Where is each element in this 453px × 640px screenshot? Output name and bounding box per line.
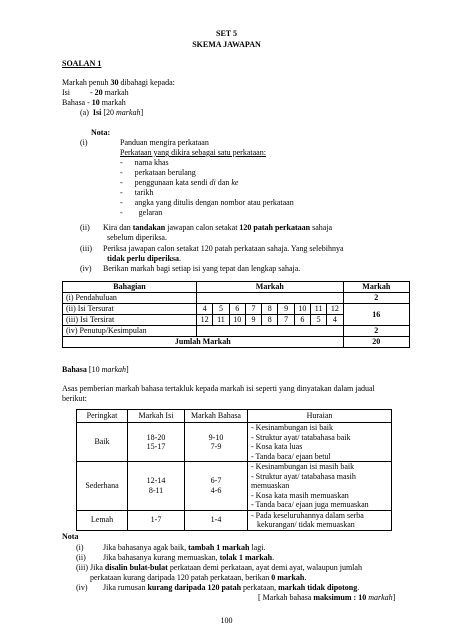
marks-table-header <box>63 282 410 293</box>
bullet-text: nama khas <box>134 158 169 167</box>
huraian-line: - Kesinambungan isi baik <box>251 423 333 432</box>
huraian-line: - Kosa kata luas <box>251 442 303 451</box>
isi-range: 18-20 <box>146 432 166 442</box>
header-peringkat: Peringkat <box>77 410 128 423</box>
bullet-6 <box>120 208 162 218</box>
bahasa-title: Bahasa <box>62 365 87 374</box>
row-total: 2 <box>343 326 409 337</box>
bahasa-heading <box>62 365 129 375</box>
bahasa-label: Bahasa <box>62 98 86 107</box>
isi-range: 8-11 <box>148 485 164 495</box>
mark-cell: 9 <box>278 304 294 315</box>
bahasa-range: 9-10 <box>208 432 224 442</box>
sub-a-marks-italic: markah <box>116 108 141 117</box>
isi-cell <box>128 510 185 530</box>
nota2-iv-num: (iv) <box>76 583 88 592</box>
table-row <box>63 304 410 315</box>
ii-bold2: 120 patah perkataan <box>239 223 311 232</box>
bullet-2 <box>120 168 196 178</box>
huraian-line: - Pada keseluruhannya dalam serba <box>251 510 364 520</box>
bullet-dash: - <box>120 188 123 197</box>
isi-label: Isi <box>62 88 70 97</box>
sub-a-isi: Isi <box>92 108 102 117</box>
nota2-ii-bold: tolak 1 markah <box>219 553 273 562</box>
bullet-dash: - <box>120 198 123 207</box>
bullet-dash: - <box>120 168 123 177</box>
nota-iii-num: (iii) <box>80 244 92 253</box>
nota-title-text: Nota <box>91 128 108 137</box>
bullet-text-mid: dan <box>215 178 232 187</box>
table-row <box>63 326 410 337</box>
isi-range: 1-7 <box>150 515 162 525</box>
nota2-iii-line2-pre: perkataan kurang daripada 120 patah perkataan, berikan <box>90 573 272 582</box>
bahasa-dash: - <box>85 98 92 107</box>
soalan-heading: SOALAN 1 <box>62 59 102 68</box>
mark-cell: 6 <box>229 304 245 315</box>
bahasa-cell <box>185 510 248 530</box>
nota-iii-line2 <box>107 254 181 264</box>
bullet-text: tarikh <box>134 188 154 197</box>
nota-title: Nota: <box>91 128 111 137</box>
bullet-italic-di: di <box>209 178 216 187</box>
nota-i-num: (i) <box>80 138 88 147</box>
huraian-line: - Kosa kata masih memuaskan <box>251 490 349 500</box>
table-row <box>77 462 392 511</box>
nota-i-title: Panduan mengira perkataan <box>120 138 209 147</box>
isi-unit: markah <box>102 88 129 97</box>
mark-cell: 8 <box>262 304 278 315</box>
huraian-cell <box>248 510 392 530</box>
intro-line <box>62 78 175 88</box>
bullet-text: angka yang ditulis dengan nombor atau perkataan <box>134 198 294 207</box>
huraian-line: kekurangan/ tidak memuaskan <box>251 520 355 529</box>
bullet-5 <box>120 198 294 208</box>
isi-cell <box>128 423 185 462</box>
nota2-i-num: (i) <box>76 543 84 552</box>
nota-sub-heading: Perkataan yang dikira sebagai satu perkataan: <box>120 148 266 157</box>
nota2-i-text <box>103 543 265 553</box>
nota2-iii-bold: disalin bulat-bulat <box>104 563 168 572</box>
mark-cell: 12 <box>197 315 213 326</box>
header-markah-bahasa: Markah Bahasa <box>185 410 248 423</box>
mark-cell: 10 <box>229 315 245 326</box>
mark-cell: 11 <box>311 304 327 315</box>
isi-range: 15-17 <box>146 442 166 451</box>
nota-iii-line1: Periksa jawapan calon setakat 120 patah perkataan sahaja. Yang selebihnya <box>103 244 344 253</box>
bahasa-range: 7-9 <box>210 442 222 451</box>
nota2-iv-bold1: kurang daripada 120 patah <box>147 583 242 592</box>
iii-post: . <box>179 254 182 263</box>
isi-line <box>62 88 129 98</box>
nota2-iii-line1 <box>76 563 362 573</box>
nota2-i-post: lagi. <box>249 543 266 552</box>
row-label: (iv) Penutup/Kesimpulan <box>63 326 197 337</box>
bahasa-table <box>76 409 392 531</box>
nota-ii-text <box>103 223 332 233</box>
isi-dash: - <box>90 88 95 97</box>
level-cell: Lemah <box>77 510 128 530</box>
max-pre: [ Markah bahasa <box>258 593 314 602</box>
level-cell: Sederhana <box>77 462 128 511</box>
bahasa-unit: markah <box>99 98 126 107</box>
max-italic: markah <box>368 593 393 602</box>
bullet-text: perkataan berulang <box>134 168 196 177</box>
nota-iv-text: Berikan markah bagi setiap isi yang tepat dan lengkap sahaja. <box>103 264 301 273</box>
sub-a-num: (a) <box>80 108 89 117</box>
nota2-iii-post: perkataan demi perkataan, ayat demi ayat, walaupun jumlah <box>167 563 362 572</box>
ii-bold1: tandakan <box>132 223 166 232</box>
mark-cell: 5 <box>311 315 327 326</box>
max-bold: maksimum : 10 <box>313 593 367 602</box>
bullet-italic-ke: ke <box>231 178 239 187</box>
header-markah-isi: Markah Isi <box>128 410 185 423</box>
row-total: 2 <box>343 293 409 304</box>
nota2-iii-line2 <box>90 573 306 583</box>
huraian-line: - Tanda baca/ ejaan juga memuaskan <box>251 500 369 509</box>
sub-a-marks-post: ] <box>140 108 144 117</box>
nota2-iv-post: . <box>357 583 360 592</box>
bullet-1 <box>120 158 169 168</box>
bahasa-title-italic: markah <box>101 365 127 374</box>
nota-ii-line2: sebelum diperiksa. <box>107 233 167 242</box>
bahasa-table-header <box>77 410 392 423</box>
bullet-dash: - <box>120 158 123 167</box>
table-row <box>63 293 410 304</box>
bahasa-title-pre: [10 <box>86 365 102 374</box>
row-label: (iii) Isi Tersirat <box>63 315 197 326</box>
nota2-iii-line2-post: . <box>304 573 307 582</box>
table-row <box>77 510 392 530</box>
max-post: ] <box>392 593 396 602</box>
huraian-cell <box>248 423 392 462</box>
huraian-cell <box>248 462 392 511</box>
row-label: (ii) Isi Tersurat <box>63 304 197 315</box>
mark-cell: 9 <box>245 315 261 326</box>
nota2-ii-text <box>103 553 274 563</box>
bahasa-line <box>62 98 126 108</box>
table-row <box>77 423 392 462</box>
level-cell: Baik <box>77 423 128 462</box>
huraian-line: - Struktur ayat/ tatabahasa baik <box>251 432 351 442</box>
bullet-3 <box>120 178 238 188</box>
nota-ii-num: (ii) <box>80 223 90 232</box>
huraian-line: - Tanda baca/ ejaan betul <box>251 451 331 461</box>
isi-cell <box>128 462 185 511</box>
ii-mid: jawapan calon setakat <box>165 223 240 232</box>
huraian-line: - Kesinambungan isi masih baik <box>251 462 355 471</box>
bahasa-value: 10 <box>91 98 100 107</box>
set-label: SET 5 <box>216 29 237 38</box>
nota2-ii-post: . <box>272 553 275 562</box>
bahasa-desc-1: Asas pemberian markah bahasa tertakluk kepada markah isi seperti yang dinyatakan dalam jadual <box>62 384 375 393</box>
mark-cell: 5 <box>213 304 229 315</box>
intro-total: 30 <box>110 78 119 87</box>
bahasa-cell <box>185 423 248 462</box>
nota2-iii-line2-bold: 0 markah <box>271 573 305 582</box>
intro-text-post: dibahagi kepada: <box>118 78 175 87</box>
bahasa-title-post: ] <box>126 365 129 374</box>
nota2-ii-pre: Jika bahasanya kurang memuaskan, <box>103 553 220 562</box>
mark-cell: 7 <box>278 315 294 326</box>
mark-cell: 8 <box>262 315 278 326</box>
row-cells-empty <box>197 326 344 337</box>
header-markah: Markah <box>197 282 344 293</box>
nota2-title: Nota <box>62 532 79 541</box>
bullet-text: gelaran <box>134 208 163 217</box>
bullet-4 <box>120 188 153 198</box>
bahasa-range: 4-6 <box>210 485 222 495</box>
table-sum-row <box>63 337 410 348</box>
nota2-i-pre: Jika bahasanya agak baik, <box>103 543 189 552</box>
bahasa-desc-2: berikut: <box>62 394 87 403</box>
mark-cell: 7 <box>245 304 261 315</box>
bullet-dash: - <box>120 178 123 187</box>
bullet-dash: - <box>120 208 123 217</box>
nota2-i-bold: tambah 1 markah <box>188 543 250 552</box>
nota2-iii-pre: (iii) Jika <box>76 563 105 572</box>
page-number: 100 <box>220 616 233 625</box>
nota2-ii-num: (ii) <box>76 553 86 562</box>
ii-post: sahaja <box>310 223 333 232</box>
row-cells-empty <box>197 293 344 304</box>
mark-cell: 4 <box>327 315 343 326</box>
mark-cell: 6 <box>294 315 310 326</box>
ii-pre: Kira dan <box>103 223 133 232</box>
isi-range: 12-14 <box>146 476 166 486</box>
marks-table <box>62 281 410 348</box>
intro-text: Markah penuh <box>62 78 111 87</box>
sum-value: 20 <box>343 337 409 348</box>
bahasa-range: 6-7 <box>210 476 222 486</box>
nota2-iv-text <box>103 583 359 593</box>
sub-a-line <box>80 108 143 118</box>
mark-cell: 10 <box>294 304 310 315</box>
huraian-line: - Struktur ayat/ tatabahasa masih memuaskan <box>251 471 356 490</box>
nota2-iv-pre: Jika rumusan <box>103 583 148 592</box>
header-markah-total: Markah <box>343 282 409 293</box>
sum-label: Jumlah Markah <box>63 337 344 348</box>
iii-bold: tidak perlu diperiksa <box>107 254 180 263</box>
bahasa-cell <box>185 462 248 511</box>
mark-cell: 4 <box>197 304 213 315</box>
row-label: (i) Pendahuluan <box>63 293 197 304</box>
nota2-max <box>258 593 395 603</box>
nota2-iv-bold2: markah tidak dipotong <box>278 583 358 592</box>
page-title: SKEMA JAWAPAN <box>192 40 261 49</box>
bahasa-range: 1-4 <box>210 515 222 525</box>
header-huraian: Huraian <box>248 410 392 423</box>
row-total: 16 <box>343 304 409 326</box>
mark-cell: 11 <box>213 315 229 326</box>
isi-value: 20 <box>94 88 103 97</box>
mark-cell: 12 <box>327 304 343 315</box>
nota2-iv-mid: perkataan, <box>241 583 279 592</box>
header-bahagian: Bahagian <box>63 282 197 293</box>
sub-a-marks-pre: [20 <box>101 108 117 117</box>
nota-iv-num: (iv) <box>80 264 92 273</box>
bullet-text: penggunaan kata sendi <box>134 178 210 187</box>
